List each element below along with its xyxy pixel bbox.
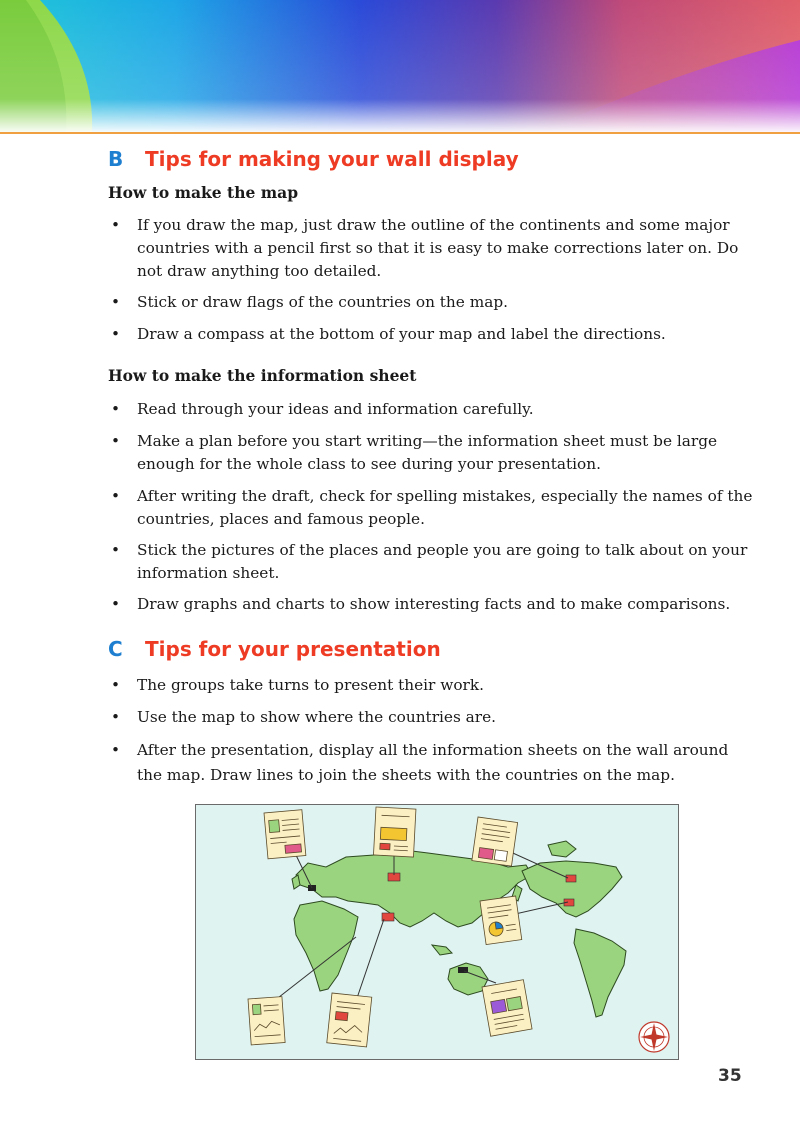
presentation-item-1: • The groups take turns to present their work.: [108, 674, 758, 697]
flag-canada: [566, 875, 576, 882]
info-item-1: • Read through your ideas and information carefully.: [108, 398, 758, 421]
island-greenland: [548, 841, 576, 857]
info-sheet-1: [264, 810, 306, 859]
info-heading: How to make the information sheet: [108, 366, 417, 385]
world-map-illustration: [196, 805, 679, 1060]
map-heading: How to make the map: [108, 183, 299, 202]
info-sheet-3: [472, 817, 518, 866]
section-c-letter: C: [108, 637, 123, 661]
header-banner: [0, 0, 800, 132]
wall-display-illustration: [195, 804, 679, 1060]
info-sheet-4: [480, 896, 522, 945]
section-b-letter: B: [108, 147, 124, 171]
info-item-2: • Make a plan before you start writing—the information sheet must be large enough for the whole class to see during your presentation.: [108, 430, 758, 476]
presentation-item-2: • Use the map to show where the countries are.: [108, 706, 758, 729]
header-rule: [0, 132, 800, 134]
section-c-title: [108, 637, 441, 661]
rainbow-banner-graphic: [0, 0, 800, 132]
info-item-5: • Draw graphs and charts to show interesting facts and to make comparisons.: [108, 593, 758, 616]
island-indonesia: [432, 945, 452, 955]
section-b-title: [108, 147, 519, 171]
map-item-2: • Stick or draw flags of the countries on the map.: [108, 291, 758, 314]
info-sheet-2: [373, 807, 415, 857]
info-item-3: • After writing the draft, check for spelling mistakes, especially the names of the countries, places and famous people.: [108, 485, 758, 531]
map-item-3: • Draw a compass at the bottom of your map and label the directions.: [108, 323, 758, 346]
page-number: 35: [718, 1066, 742, 1086]
info-sheet-7: [482, 980, 532, 1037]
compass-rose-icon: [639, 1022, 669, 1052]
info-sheet-6: [327, 993, 372, 1047]
continent-south-america: [574, 929, 626, 1017]
section-c-title-text: Tips for your presentation: [145, 637, 441, 661]
island-uk: [292, 875, 300, 889]
section-b-title-text: Tips for making your wall display: [145, 147, 519, 171]
presentation-item-3: • After the presentation, display all the information sheets on the wall around the map. Draw lines to join the sheets with the countries on the map.: [108, 738, 758, 788]
map-item-1: • If you draw the map, just draw the outline of the continents and some major countries with a pencil first so that it is easy to make corrections later on. Do not draw anything too detailed.: [108, 214, 758, 283]
info-item-4: • Stick the pictures of the places and people you are going to talk about on your information sheet.: [108, 539, 758, 585]
info-sheet-5: [248, 997, 285, 1045]
